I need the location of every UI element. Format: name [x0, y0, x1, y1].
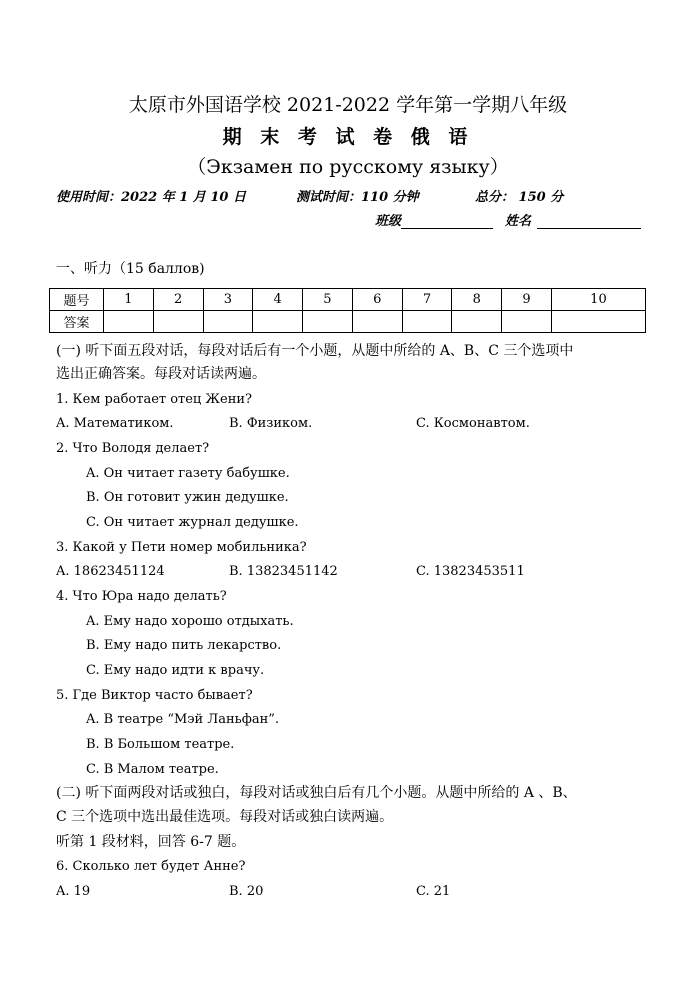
- option-6a: A. 19: [56, 884, 91, 899]
- table-cell-number: 8: [452, 289, 502, 311]
- answer-cell[interactable]: [352, 311, 402, 333]
- row-label-number: 题号: [50, 289, 104, 311]
- part2-intro-line2: C 三个选项中选出最佳选项。每段对话或独白读两遍。: [56, 809, 394, 825]
- table-cell-number: 3: [203, 289, 253, 311]
- option-5a: A. В театре “Мэй Ланьфан”.: [86, 712, 280, 727]
- option-2c: C. Он читает журнал дедушке.: [86, 515, 299, 530]
- table-row-answers: [50, 311, 646, 333]
- section-listening-title: 一、听力（15 баллов): [56, 261, 205, 277]
- option-4b: B. Ему надо пить лекарство.: [86, 638, 282, 653]
- table-cell-number: 10: [551, 289, 645, 311]
- option-6b: B. 20: [229, 884, 264, 899]
- option-3c: C. 13823453511: [416, 564, 525, 579]
- title-exam: 期 末 考 试 卷 俄 语: [222, 126, 474, 148]
- question-1: 1. Кем работает отец Жени?: [56, 392, 253, 407]
- use-time: 使用时间：2022 年 1 月 10 日: [56, 190, 246, 205]
- name-field[interactable]: [505, 210, 641, 229]
- table-cell-number: 9: [502, 289, 552, 311]
- part1-intro-line1: (一) 听下面五段对话，每段对话后有一个小题，从题中所给的 A、B、C 三个选项中: [56, 343, 574, 359]
- class-label: 班级: [375, 214, 402, 229]
- answer-cell[interactable]: [104, 311, 154, 333]
- answer-cell[interactable]: [253, 311, 303, 333]
- option-1c: C. Космонавтом.: [416, 416, 530, 431]
- option-3a: A. 18623451124: [56, 564, 165, 579]
- option-3b: B. 13823451142: [229, 564, 338, 579]
- option-5c: C. В Малом театре.: [86, 762, 219, 777]
- total-score: 总分： 150 分: [475, 190, 564, 205]
- test-time: 测试时间：110 分钟: [296, 190, 419, 205]
- table-row-numbers: [50, 289, 646, 311]
- name-label: 姓名: [505, 214, 532, 229]
- table-cell-number: 5: [303, 289, 353, 311]
- question-5: 5. Где Виктор часто бывает?: [56, 688, 253, 703]
- answer-cell[interactable]: [303, 311, 353, 333]
- option-1b: B. Физиком.: [229, 416, 313, 431]
- answer-cell[interactable]: [203, 311, 253, 333]
- class-blank[interactable]: [401, 214, 493, 229]
- table-cell-number: 2: [153, 289, 203, 311]
- table-cell-number: 4: [253, 289, 303, 311]
- question-4: 4. Что Юра надо делать?: [56, 589, 227, 604]
- answer-table: [49, 288, 646, 333]
- class-field[interactable]: [375, 210, 493, 229]
- answer-cell[interactable]: [452, 311, 502, 333]
- option-2b: B. Он готовит ужин дедушке.: [86, 490, 289, 505]
- name-blank[interactable]: [537, 214, 641, 229]
- option-1a: A. Математиком.: [56, 416, 174, 431]
- table-cell-number: 1: [104, 289, 154, 311]
- part2-intro-line1: (二) 听下面两段对话或独白，每段对话或独白后有几个小题。从题中所给的 A 、B、: [56, 785, 577, 801]
- part2-material: 听第 1 段材料，回答 6-7 题。: [56, 834, 246, 850]
- option-5b: B. В Большом театре.: [86, 737, 235, 752]
- answer-cell[interactable]: [402, 311, 452, 333]
- question-2: 2. Что Володя делает?: [56, 441, 210, 456]
- answer-cell[interactable]: [502, 311, 552, 333]
- answer-cell[interactable]: [153, 311, 203, 333]
- option-4a: A. Ему надо хорошо отдыхать.: [86, 614, 294, 629]
- table-cell-number: 7: [402, 289, 452, 311]
- table-cell-number: 6: [352, 289, 402, 311]
- option-6c: C. 21: [416, 884, 451, 899]
- option-4c: C. Ему надо идти к врачу.: [86, 663, 265, 678]
- row-label-answer: 答案: [50, 311, 104, 333]
- title-russian: （Экзамен по русскому языку）: [187, 156, 509, 178]
- question-6: 6. Сколько лет будет Анне?: [56, 859, 246, 874]
- part1-intro-line2: 选出正确答案。每段对话读两遍。: [56, 366, 266, 382]
- title-school-term: 太原市外国语学校 2021-2022 学年第一学期八年级: [128, 94, 568, 116]
- option-2a: A. Он читает газету бабушке.: [86, 466, 290, 481]
- answer-cell[interactable]: [551, 311, 645, 333]
- question-3: 3. Какой у Пети номер мобильника?: [56, 540, 307, 555]
